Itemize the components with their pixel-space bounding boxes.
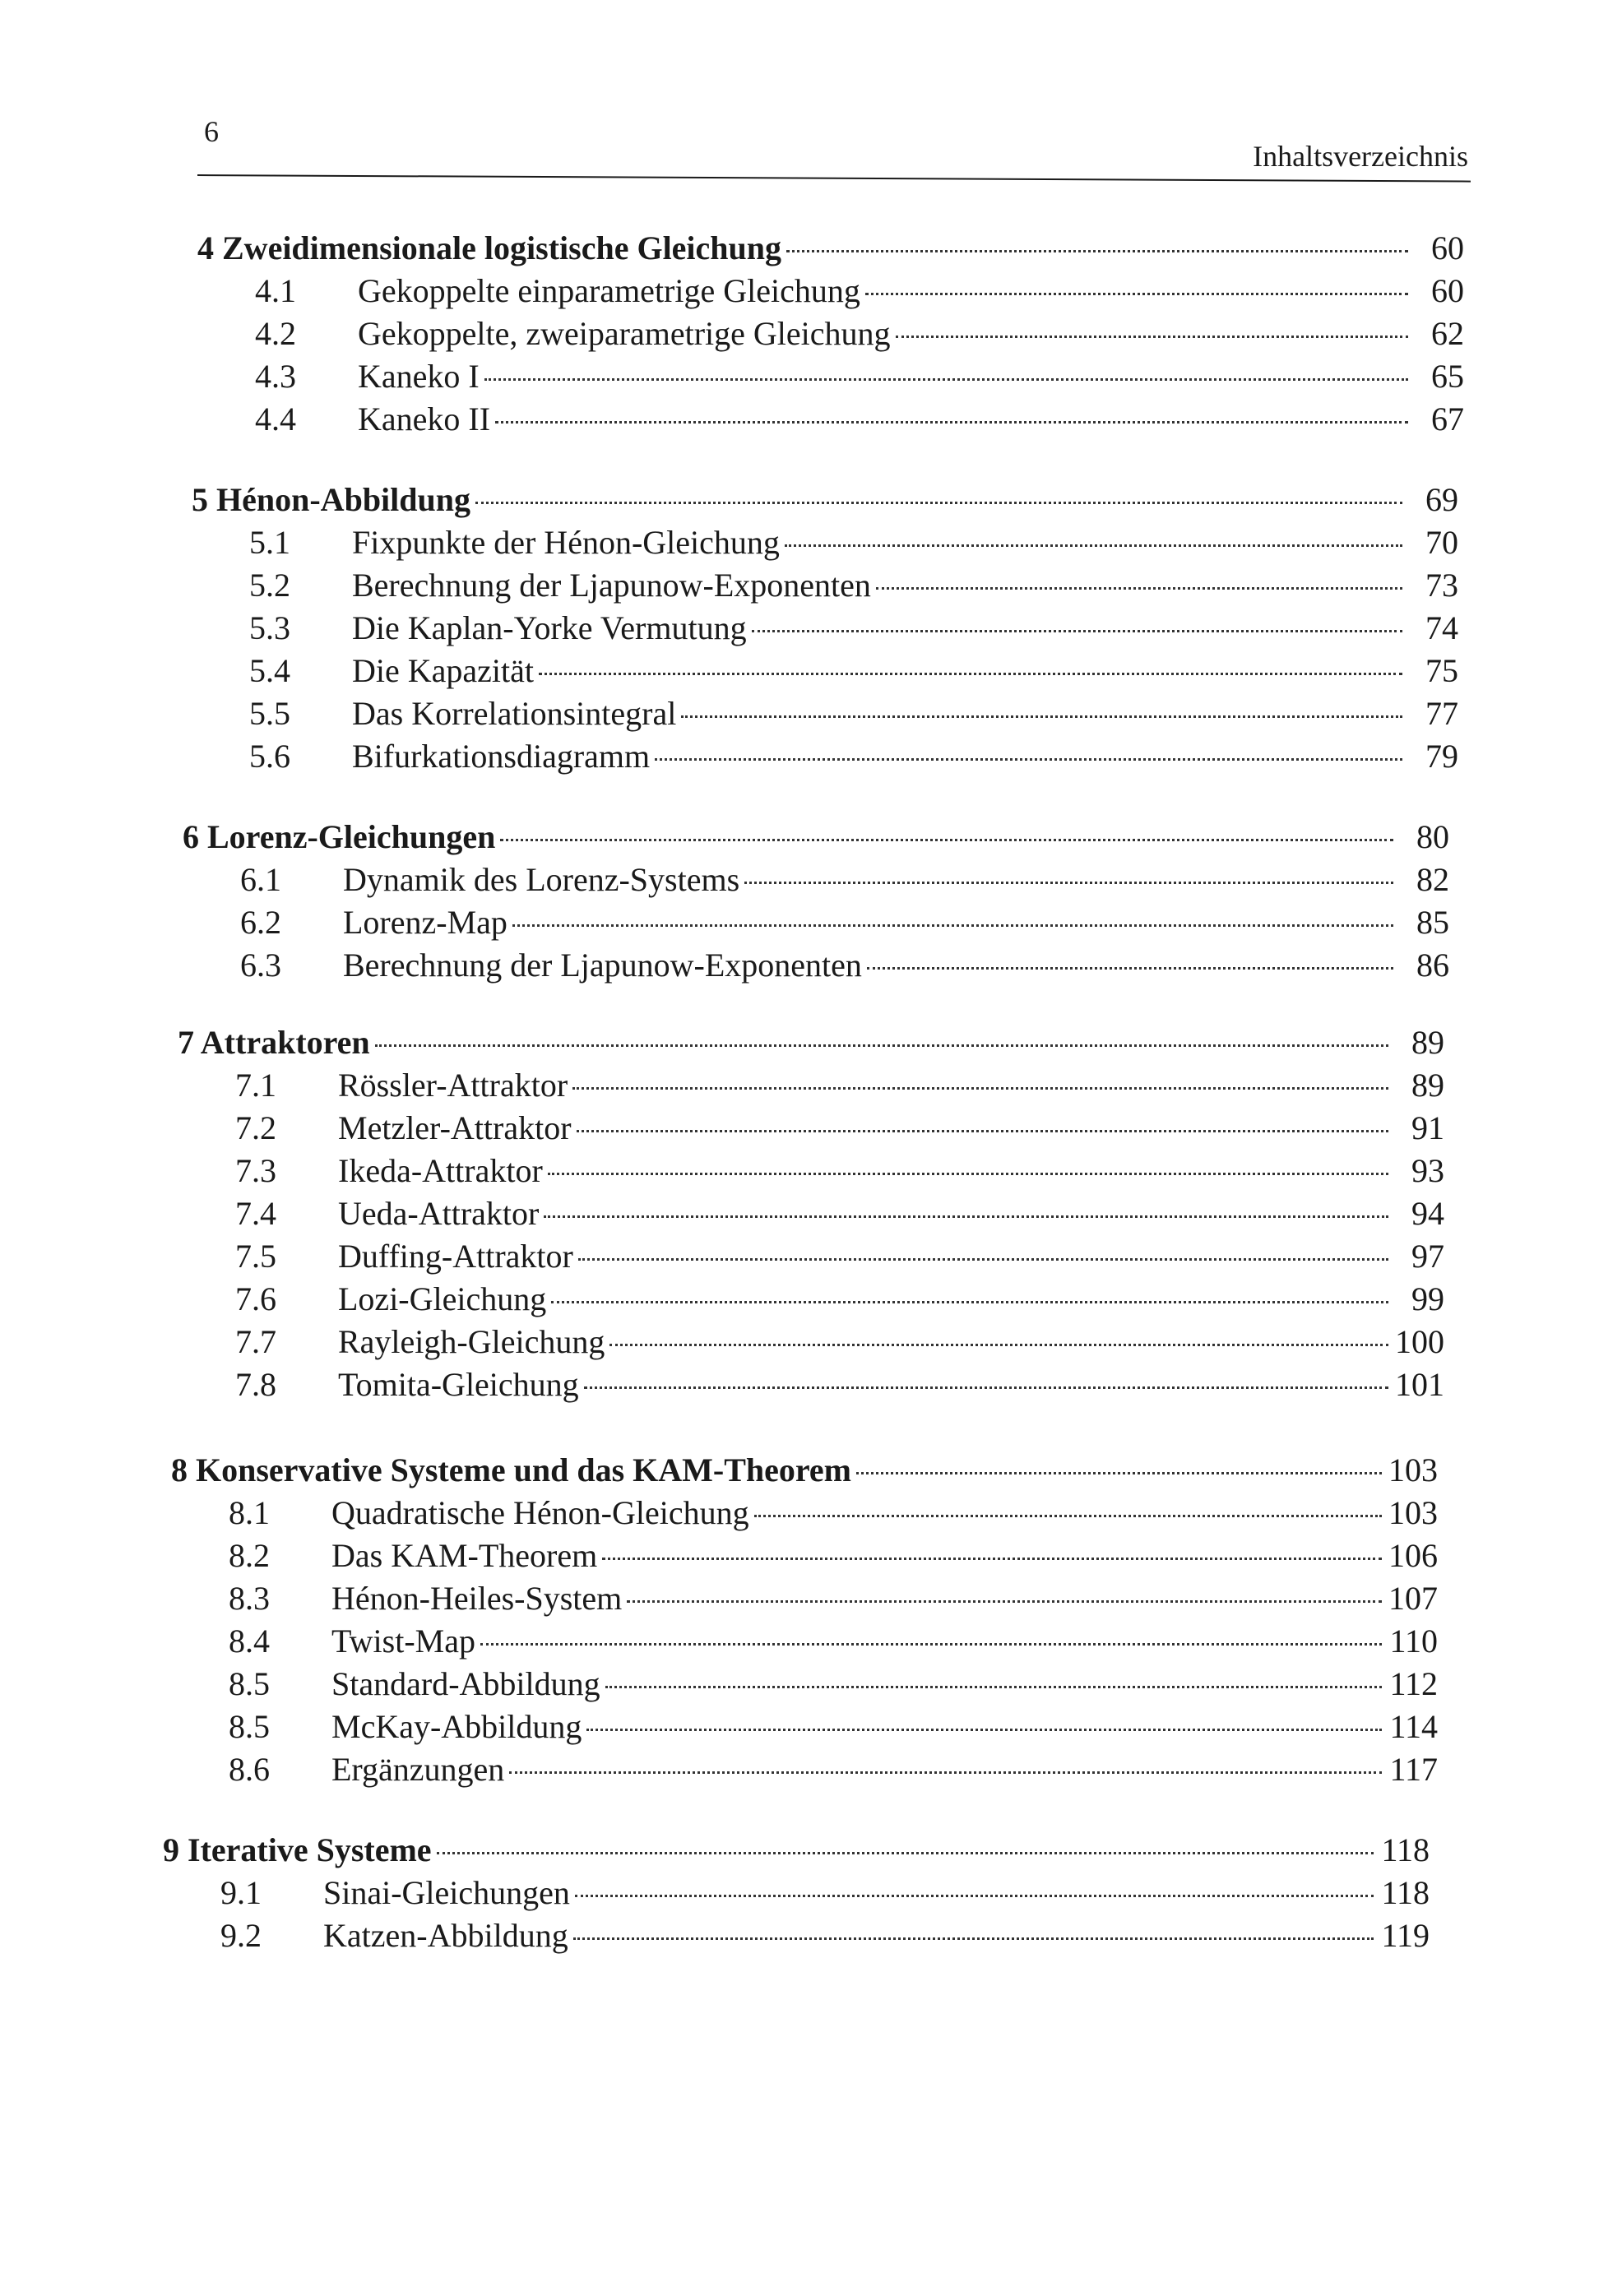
section-title: Gekoppelte, zweiparametrige Gleichung [358, 315, 891, 352]
page-number: 6 [204, 115, 219, 148]
page-ref: 67 [1431, 400, 1464, 437]
section-title: Hénon-Heiles-System [331, 1580, 623, 1617]
chapter-title: 6 Lorenz-Gleichungen [183, 818, 496, 855]
section-number: 7.3 [235, 1152, 276, 1189]
toc-section[interactable] [192, 521, 1458, 564]
page-ref: 60 [1431, 272, 1464, 309]
section-title: Bifurkationsdiagramm [352, 738, 651, 775]
chapter-title: 4 Zweidimensionale logistische Gleichung [197, 229, 782, 266]
section-number: 8.2 [229, 1537, 270, 1574]
toc-section[interactable] [171, 1663, 1438, 1706]
toc-section[interactable] [171, 1706, 1438, 1748]
page-ref: 107 [1388, 1580, 1438, 1617]
section-title: Standard-Abbildung [331, 1665, 600, 1702]
section-number: 8.3 [229, 1580, 270, 1617]
page-ref: 106 [1388, 1537, 1438, 1574]
toc-section[interactable] [178, 1064, 1444, 1107]
page-ref: 117 [1389, 1751, 1438, 1788]
toc-section[interactable] [197, 312, 1464, 355]
page-ref: 80 [1416, 818, 1449, 855]
section-title: Dynamik des Lorenz-Systems [343, 861, 740, 898]
section-title: Rayleigh-Gleichung [338, 1323, 605, 1360]
dot-leader [573, 1937, 1374, 1940]
section-number: 7.5 [235, 1238, 276, 1275]
page-ref: 99 [1411, 1280, 1444, 1317]
toc-chapter-heading[interactable] [171, 1449, 1438, 1492]
dot-leader [627, 1600, 1382, 1603]
dot-leader [602, 1558, 1382, 1560]
page-ref: 94 [1411, 1195, 1444, 1232]
section-number: 9.1 [220, 1874, 262, 1911]
section-title: Ergänzungen [331, 1751, 505, 1788]
dot-leader [500, 839, 1393, 841]
page-ref: 89 [1411, 1067, 1444, 1104]
section-title: Sinai-Gleichungen [323, 1874, 570, 1911]
toc-section[interactable] [192, 692, 1458, 735]
dot-leader [509, 1771, 1382, 1774]
page-ref: 79 [1425, 738, 1458, 775]
dot-leader [655, 758, 1402, 761]
dot-leader [480, 1643, 1382, 1646]
section-title: Berechnung der Ljapunow-Exponenten [343, 947, 862, 984]
toc-section[interactable] [178, 1192, 1444, 1235]
toc-section[interactable] [197, 398, 1464, 441]
section-title: Kaneko II [358, 400, 491, 437]
section-title: Twist-Map [331, 1622, 475, 1660]
toc-chapter-heading[interactable] [197, 227, 1464, 270]
section-number: 8.6 [229, 1751, 270, 1788]
section-number: 7.4 [235, 1195, 276, 1232]
dot-leader [681, 715, 1402, 718]
toc-chapter-4 [197, 227, 1464, 441]
section-title: Das KAM-Theorem [331, 1537, 598, 1574]
section-title: Quadratische Hénon-Gleichung [331, 1494, 749, 1531]
toc-section[interactable] [178, 1321, 1444, 1363]
section-number: 6.2 [240, 904, 281, 941]
page-ref: 89 [1411, 1024, 1444, 1061]
dot-leader [578, 1258, 1388, 1261]
section-number: 6.3 [240, 947, 281, 984]
dot-leader [744, 882, 1393, 884]
dot-leader [495, 421, 1408, 424]
chapter-title: 5 Hénon-Abbildung [192, 481, 471, 518]
toc-chapter-9 [163, 1829, 1430, 1957]
toc-section[interactable] [163, 1872, 1430, 1914]
section-number: 6.1 [240, 861, 281, 898]
section-title: Tomita-Gleichung [338, 1366, 579, 1403]
dot-leader [786, 250, 1408, 252]
section-number: 5.6 [249, 738, 290, 775]
page-ref: 69 [1425, 481, 1458, 518]
toc-section[interactable] [197, 270, 1464, 312]
section-number: 5.3 [249, 609, 290, 646]
page-ref: 119 [1381, 1917, 1430, 1954]
chapter-title: 9 Iterative Systeme [163, 1831, 432, 1868]
toc-section[interactable] [171, 1535, 1438, 1577]
section-title: Kaneko I [358, 358, 480, 395]
dot-leader [867, 967, 1393, 970]
dot-leader [437, 1852, 1374, 1854]
dot-leader [754, 1515, 1382, 1517]
section-number: 5.4 [249, 652, 290, 689]
section-number: 9.2 [220, 1917, 262, 1954]
section-number: 8.1 [229, 1494, 270, 1531]
page-ref: 62 [1431, 315, 1464, 352]
dot-leader [551, 1301, 1388, 1303]
toc-section[interactable] [171, 1492, 1438, 1535]
page-ref: 82 [1416, 861, 1449, 898]
dot-leader [575, 1895, 1374, 1897]
section-title: Berechnung der Ljapunow-Exponenten [352, 567, 871, 604]
toc-section[interactable] [171, 1748, 1438, 1791]
section-number: 7.7 [235, 1323, 276, 1360]
page-ref: 110 [1389, 1622, 1438, 1660]
toc-chapter-heading[interactable] [183, 816, 1449, 859]
page-ref: 73 [1425, 567, 1458, 604]
chapter-title: 7 Attraktoren [178, 1024, 370, 1061]
toc-chapter-heading[interactable] [163, 1829, 1430, 1872]
section-number: 8.4 [229, 1622, 270, 1660]
toc-section[interactable] [163, 1914, 1430, 1957]
page-ref: 114 [1389, 1708, 1438, 1745]
chapter-title: 8 Konservative Systeme und das KAM-Theorem [171, 1451, 851, 1488]
toc-section[interactable] [192, 735, 1458, 778]
toc-section[interactable] [178, 1363, 1444, 1406]
toc-section[interactable] [171, 1620, 1438, 1663]
toc-section[interactable] [192, 564, 1458, 607]
section-number: 7.2 [235, 1109, 276, 1146]
dot-leader [375, 1044, 1388, 1047]
toc-section[interactable] [178, 1278, 1444, 1321]
toc-section[interactable] [178, 1107, 1444, 1150]
toc-section[interactable] [178, 1235, 1444, 1278]
toc-section[interactable] [192, 650, 1458, 692]
page-ref: 65 [1431, 358, 1464, 395]
dot-leader [584, 1386, 1388, 1389]
dot-leader [512, 924, 1393, 927]
toc-section[interactable] [171, 1577, 1438, 1620]
dot-leader [856, 1472, 1382, 1474]
page-ref: 75 [1425, 652, 1458, 689]
section-title: Die Kapazität [352, 652, 534, 689]
dot-leader [876, 587, 1402, 590]
page-ref: 91 [1411, 1109, 1444, 1146]
section-number: 8.5 [229, 1665, 270, 1702]
toc-section[interactable] [178, 1150, 1444, 1192]
section-title: Lozi-Gleichung [338, 1280, 547, 1317]
toc-section[interactable] [183, 901, 1449, 944]
page-ref: 118 [1381, 1831, 1430, 1868]
toc-chapter-5 [192, 479, 1458, 778]
running-header: Inhaltsverzeichnis [1253, 140, 1468, 173]
page-ref: 103 [1388, 1451, 1438, 1488]
section-title: Fixpunkte der Hénon-Gleichung [352, 524, 780, 561]
dot-leader [539, 673, 1402, 675]
section-number: 7.1 [235, 1067, 276, 1104]
section-number: 5.5 [249, 695, 290, 732]
section-number: 4.3 [255, 358, 296, 395]
dot-leader [865, 293, 1408, 295]
section-number: 4.4 [255, 400, 296, 437]
section-title: Metzler-Attraktor [338, 1109, 572, 1146]
section-title: Gekoppelte einparametrige Gleichung [358, 272, 860, 309]
page-ref: 77 [1425, 695, 1458, 732]
dot-leader [752, 630, 1402, 632]
section-number: 8.5 [229, 1708, 270, 1745]
toc-chapter-8 [171, 1449, 1438, 1791]
page-ref: 86 [1416, 947, 1449, 984]
toc-chapter-6 [183, 816, 1449, 987]
dot-leader [896, 336, 1409, 338]
page-ref: 100 [1395, 1323, 1444, 1360]
dot-leader [785, 544, 1402, 547]
dot-leader [544, 1215, 1388, 1218]
section-number: 4.2 [255, 315, 296, 352]
page-ref: 101 [1395, 1366, 1444, 1403]
toc-section[interactable] [197, 355, 1464, 398]
toc-section[interactable] [192, 607, 1458, 650]
section-title: Rössler-Attraktor [338, 1067, 568, 1104]
dot-leader [548, 1173, 1388, 1175]
toc-chapter-7 [178, 1021, 1444, 1406]
dot-leader [484, 378, 1408, 381]
page-ref: 85 [1416, 904, 1449, 941]
section-title: Ikeda-Attraktor [338, 1152, 543, 1189]
section-title: Lorenz-Map [343, 904, 507, 941]
page-ref: 103 [1388, 1494, 1438, 1531]
section-title: Die Kaplan-Yorke Vermutung [352, 609, 747, 646]
section-title: Katzen-Abbildung [323, 1917, 568, 1954]
dot-leader [475, 502, 1402, 504]
toc-section[interactable] [183, 859, 1449, 901]
section-number: 4.1 [255, 272, 296, 309]
dot-leader [572, 1087, 1388, 1090]
page-ref: 93 [1411, 1152, 1444, 1189]
toc-section[interactable] [183, 944, 1449, 987]
section-title: Das Korrelationsintegral [352, 695, 677, 732]
page-ref: 97 [1411, 1238, 1444, 1275]
page-ref: 74 [1425, 609, 1458, 646]
toc-chapter-heading[interactable] [178, 1021, 1444, 1064]
section-title: Ueda-Attraktor [338, 1195, 540, 1232]
page-ref: 70 [1425, 524, 1458, 561]
toc-chapter-heading[interactable] [192, 479, 1458, 521]
section-title: Duffing-Attraktor [338, 1238, 573, 1275]
section-number: 5.1 [249, 524, 290, 561]
section-title: McKay-Abbildung [331, 1708, 582, 1745]
dot-leader [605, 1686, 1382, 1688]
section-number: 5.2 [249, 567, 290, 604]
dot-leader [577, 1130, 1388, 1132]
dot-leader [586, 1729, 1382, 1731]
section-number: 7.8 [235, 1366, 276, 1403]
page-ref: 118 [1381, 1874, 1430, 1911]
dot-leader [609, 1344, 1388, 1346]
page-ref: 112 [1389, 1665, 1438, 1702]
page-ref: 60 [1431, 229, 1464, 266]
section-number: 7.6 [235, 1280, 276, 1317]
